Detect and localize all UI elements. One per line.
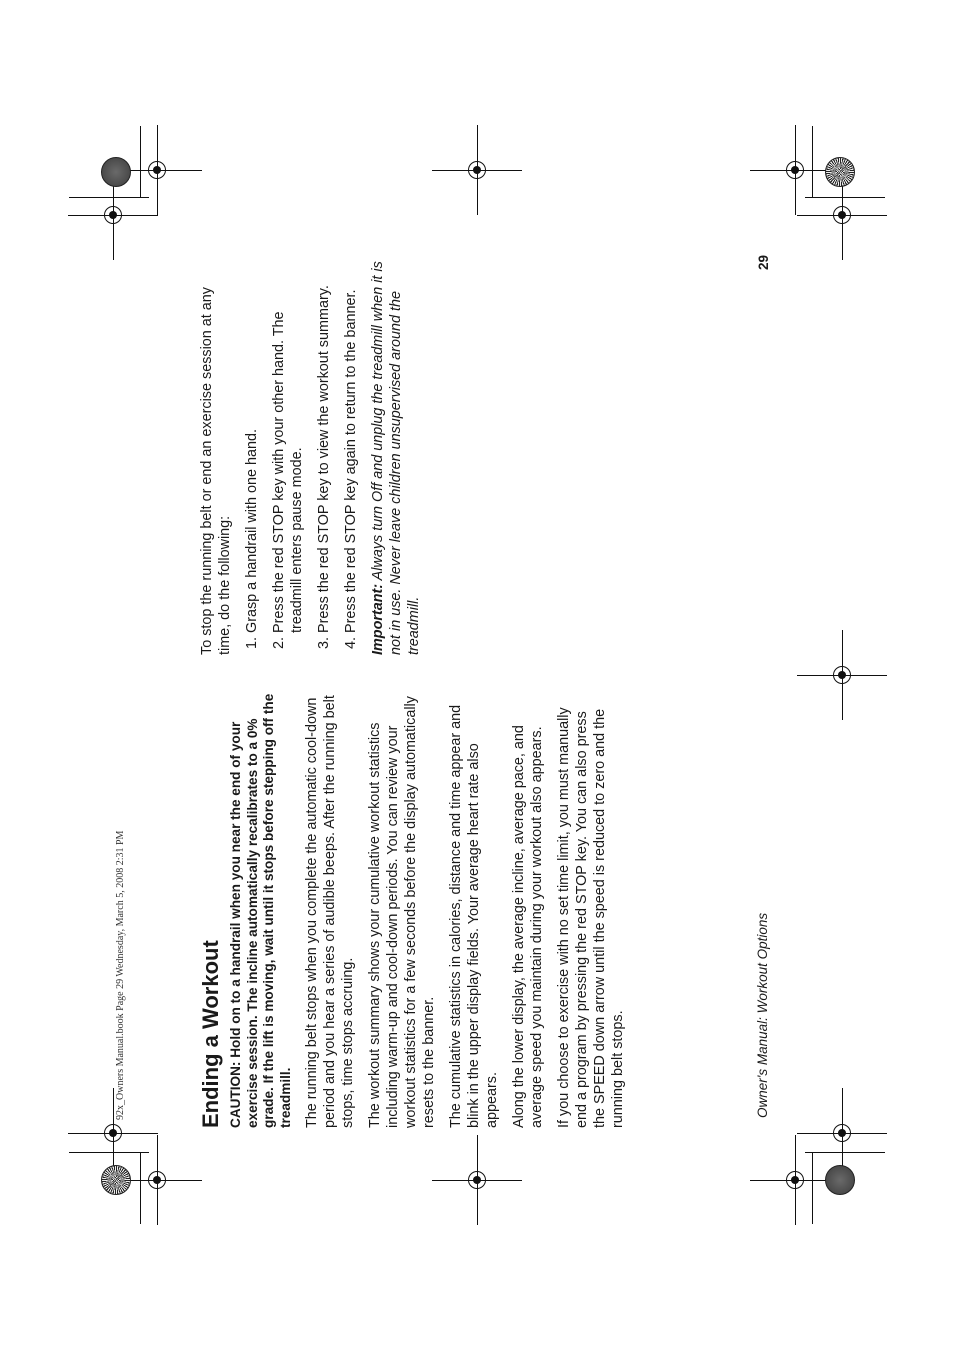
body-paragraph: Along the lower display, the average incline, average pace, and average speed you maintain during your workout also appears. [511,725,545,1128]
registration-mark-icon [157,170,158,171]
right-column [198,255,423,655]
list-item: 3. Press the red STOP key to view the workout summary. [315,255,333,633]
caution-text: CAUTION: Hold on to a handrail when you near the end of your exercise session. The incline automatically recalibrates to a 0% grade. If the lift is moving, wait until it stops before stepping off the treadmill. [228,693,293,1128]
body-paragraph: The workout summary shows your cumulative workout statistics including warm-up and cool-down periods. You can review your workout statistics for a few seconds before the display automatically resets to the banner. [367,696,437,1128]
trim-line [140,126,141,198]
registration-mark-icon [477,1180,478,1181]
body-paragraph: The running belt stops when you complete the automatic cool-down period and you hear a series of audible beeps. After the running belt stops, time stops accruing. [304,695,356,1128]
trim-line [812,1152,813,1224]
list-item: 1. Grasp a handrail with one hand. [243,255,261,633]
starburst-dial-icon [101,1165,131,1195]
page-number: 29 [756,254,771,270]
trim-line [69,1152,149,1153]
important-text: Always turn Off and unplug the treadmill when it is not in use. Never leave children unsupervised around the treadmill. [370,261,422,655]
important-note [369,255,423,655]
trim-line [805,197,885,198]
section-title: Ending a Workout [198,940,223,1128]
body-paragraph: If you choose to exercise with no set time limit, you must manually end a program by pressing the red STOP key. You can also press the SPEED down arrow until the speed is reduced to zero and the running belt stops. [556,707,626,1128]
body-paragraph: The cumulative statistics in calories, distance and time appear and blink in the upper display fields. Your average heart rate also appears. [448,704,500,1128]
gray-dial-icon [825,1165,855,1195]
list-item: 4. Press the red STOP key again to return to the banner. [342,255,360,633]
stop-steps-list [243,255,360,655]
registration-mark-icon [795,1180,796,1181]
gray-dial-icon [101,157,131,187]
print-slug: 92x_Owners Manual.book Page 29 Wednesday, March 5, 2008 2:31 PM [115,830,126,1120]
registration-mark-icon [842,675,843,676]
list-item: 2. Press the red STOP key with your other hand. The treadmill enters pause mode. [270,255,306,633]
important-label: Important: [370,583,386,655]
stop-intro: To stop the running belt or end an exercise session at any time, do the following: [199,287,233,655]
starburst-dial-icon [825,157,855,187]
trim-line [69,197,149,198]
registration-mark-icon [157,1180,158,1181]
trim-line [140,1152,141,1224]
trim-line [805,1152,885,1153]
registration-mark-icon [113,1133,114,1134]
registration-mark-icon [477,170,478,171]
registration-mark-icon [795,170,796,171]
registration-mark-icon [842,1133,843,1134]
registration-mark-icon [113,215,114,216]
left-column [198,688,636,1128]
page-footer: Owner's Manual: Workout Options [755,912,770,1118]
registration-mark-icon [842,215,843,216]
trim-line [812,126,813,198]
